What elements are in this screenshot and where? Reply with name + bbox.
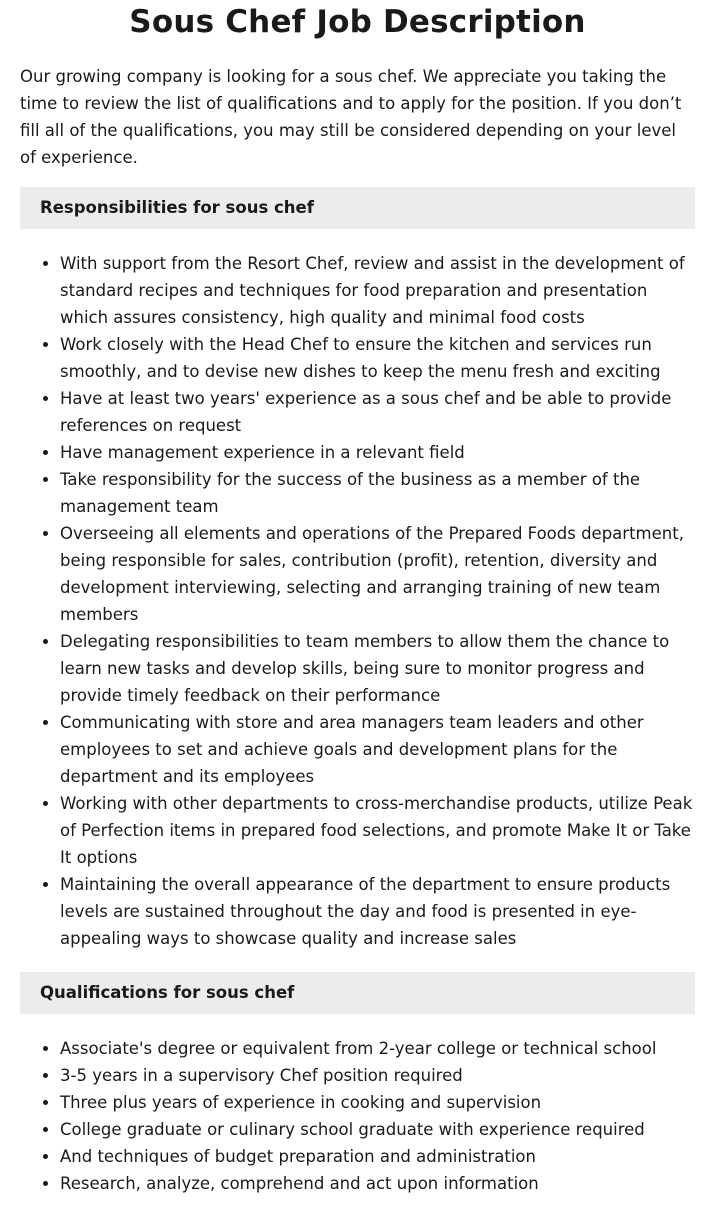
list-item: • Research, analyze, comprehend and act upon information — [60, 1170, 695, 1197]
list-item: • College graduate or culinary school graduate with experience required — [60, 1116, 695, 1143]
page-title: Sous Chef Job Description — [129, 4, 586, 40]
qualifications-heading: Qualifications for sous chef — [20, 972, 695, 1014]
intro-paragraph: Our growing company is looking for a sous chef. We appreciate you taking the time to review the list of qualifications and to apply for the position. If you don’t fill all of the qualifications, you may still be considered depending on your level of experience. — [20, 67, 682, 167]
list-item: • Overseeing all elements and operations of the Prepared Foods department, being responsible for sales, contribution (profit), retention, diversity and development interviewing, selecting and arranging training of new team members — [60, 520, 695, 628]
list-item: • Three plus years of experience in cooking and supervision — [60, 1089, 695, 1116]
list-item: • Working with other departments to cross-merchandise products, utilize Peak of Perfection items in prepared food selections, and promote Make It or Take It options — [60, 790, 695, 871]
responsibilities-heading: Responsibilities for sous chef — [20, 187, 695, 229]
list-item: • Communicating with store and area managers team leaders and other employees to set and achieve goals and development plans for the department and its employees — [60, 709, 695, 790]
list-item: • Have at least two years' experience as a sous chef and be able to provide references on request — [60, 385, 695, 439]
list-item: • And techniques of budget preparation and administration — [60, 1143, 695, 1170]
list-item: • Take responsibility for the success of the business as a member of the management team — [60, 466, 695, 520]
list-item: • 3-5 years in a supervisory Chef position required — [60, 1062, 695, 1089]
responsibilities-list — [20, 250, 695, 952]
qualifications-list — [20, 1035, 695, 1197]
list-item: • Delegating responsibilities to team members to allow them the chance to learn new tasks and develop skills, being sure to monitor progress and provide timely feedback on their performance — [60, 628, 695, 709]
list-item: • Maintaining the overall appearance of the department to ensure products levels are sustained throughout the day and food is presented in eye-appealing ways to showcase quality and increase sales — [60, 871, 695, 952]
list-item: • With support from the Resort Chef, review and assist in the development of standard recipes and techniques for food preparation and presentation which assures consistency, high quality and minimal food costs — [60, 250, 695, 331]
list-item: • Have management experience in a relevant field — [60, 439, 695, 466]
list-item: • Associate's degree or equivalent from 2-year college or technical school — [60, 1035, 695, 1062]
list-item: • Work closely with the Head Chef to ensure the kitchen and services run smoothly, and to devise new dishes to keep the menu fresh and exciting — [60, 331, 695, 385]
